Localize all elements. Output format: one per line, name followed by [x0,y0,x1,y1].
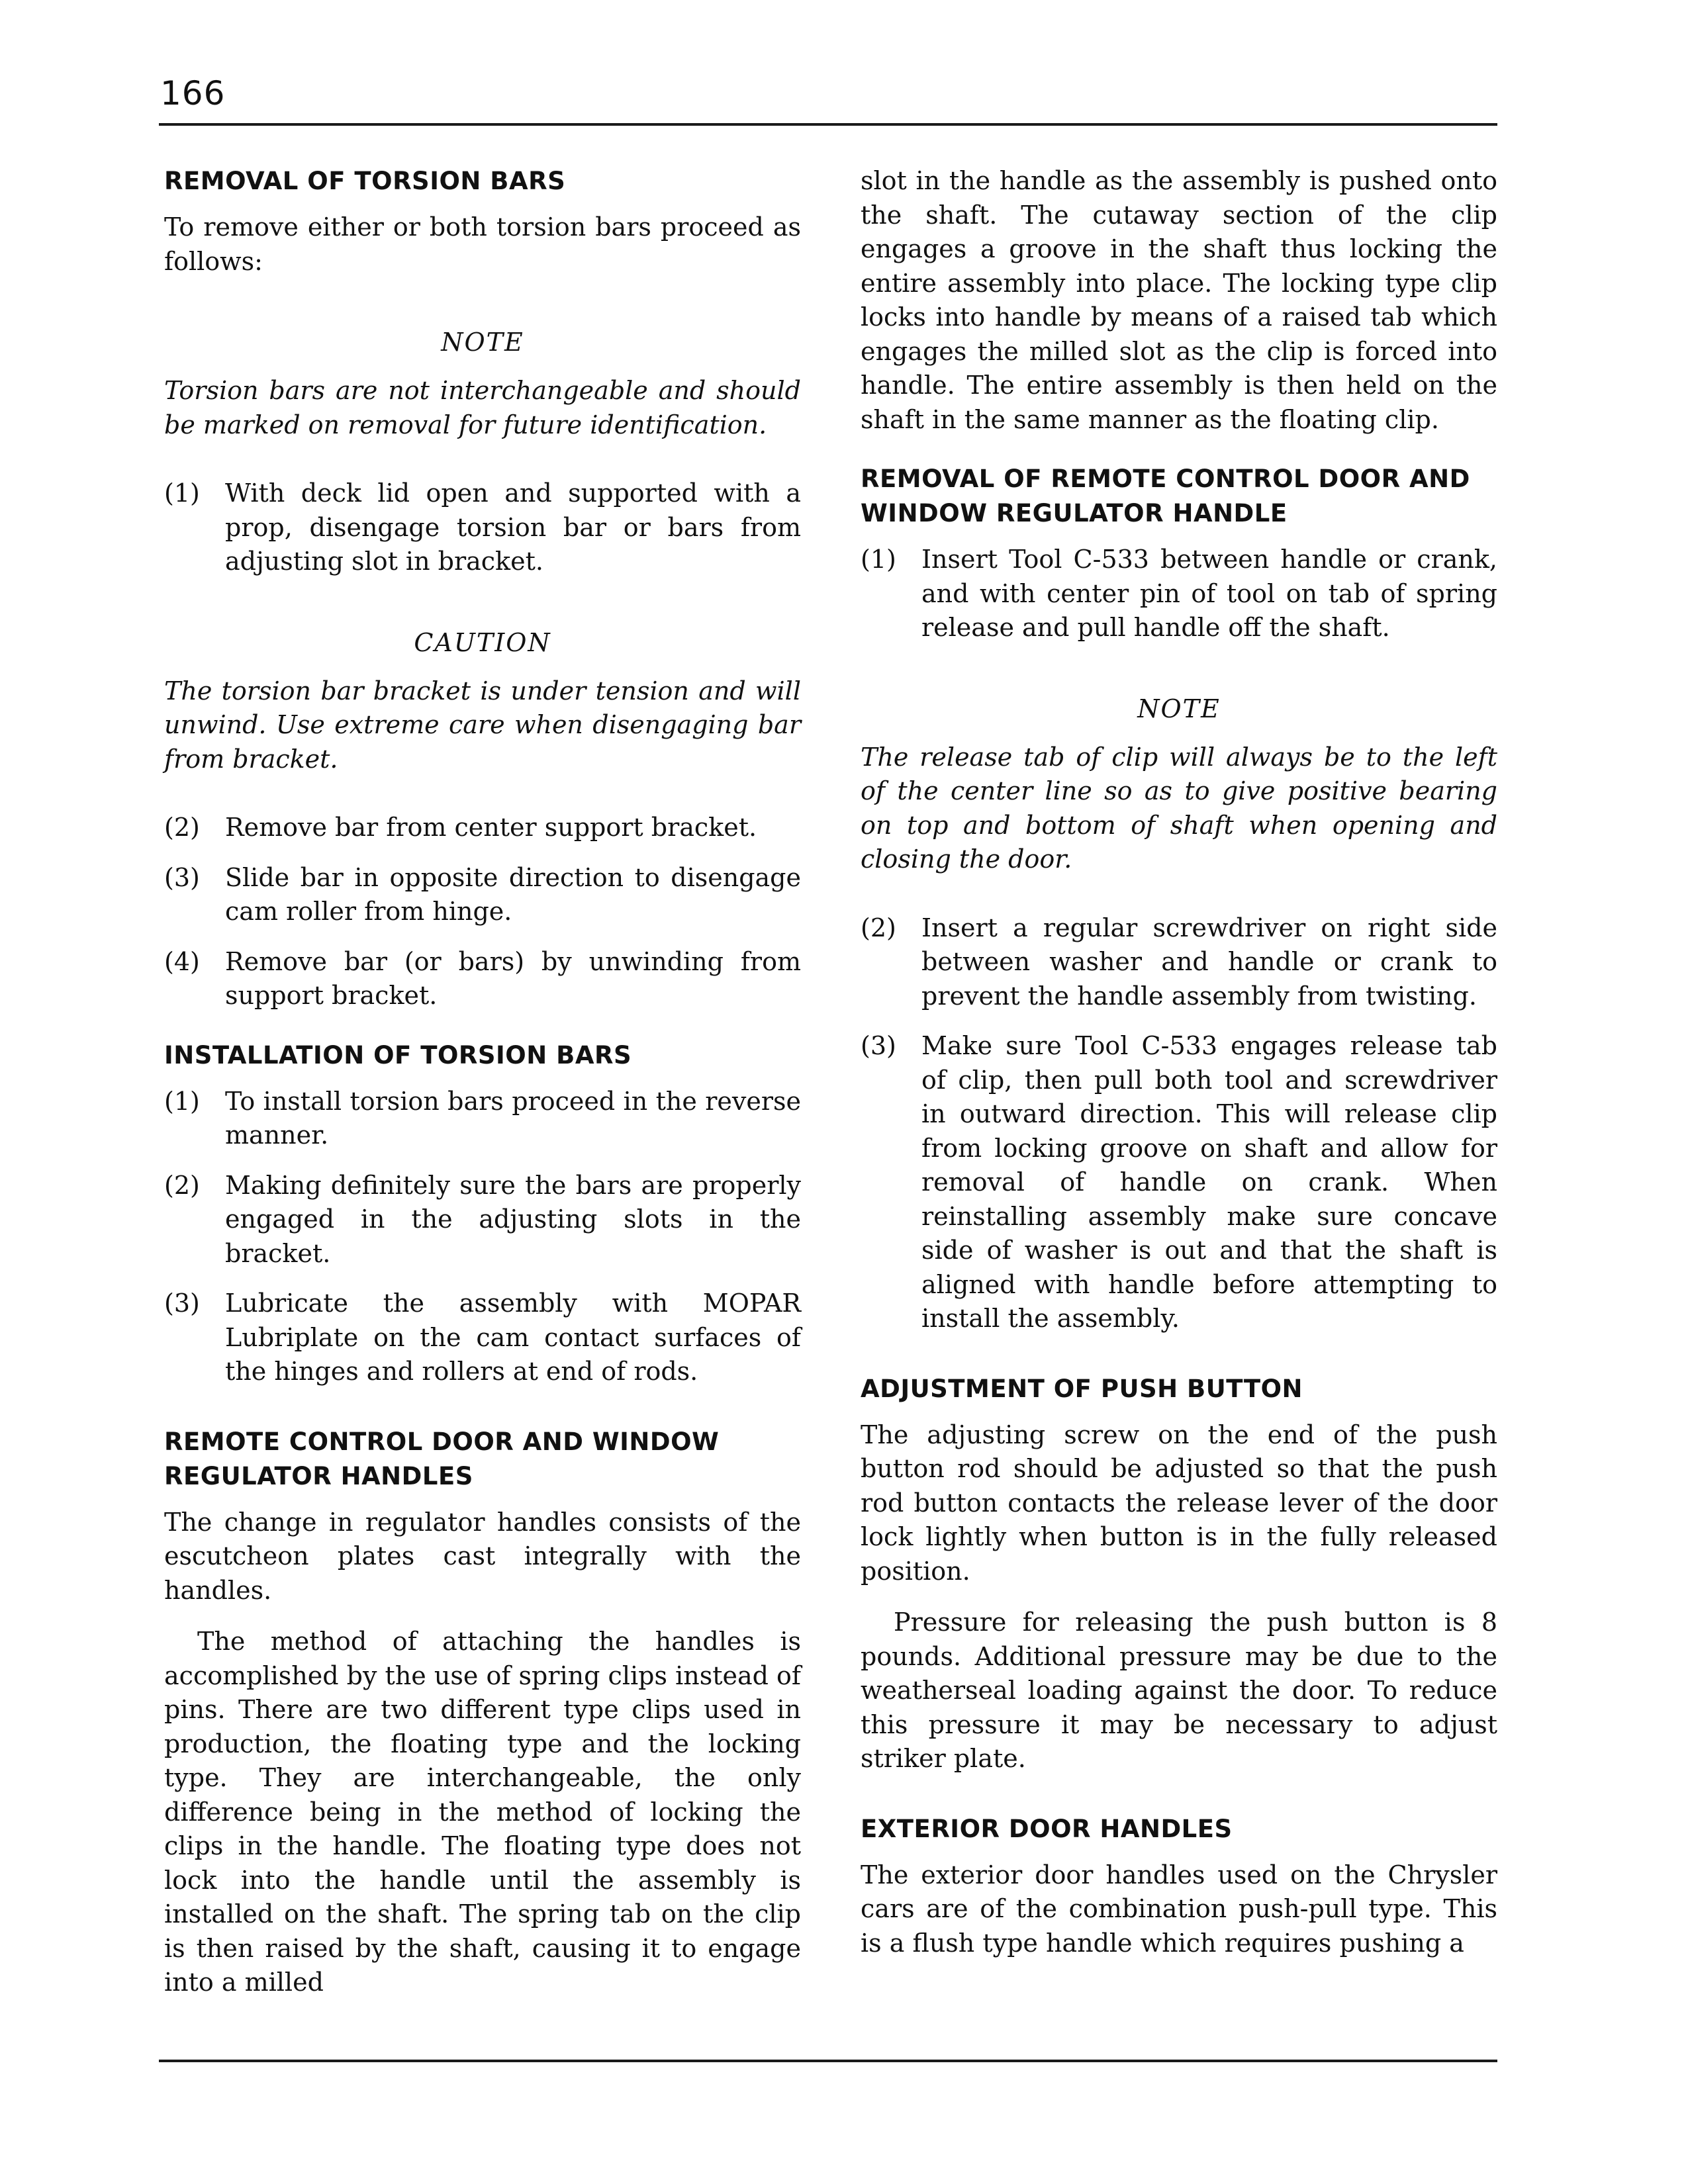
caution-title: CAUTION [414,627,551,657]
step-text: Slide bar in opposite direction to disengage cam roller from hinge. [225,862,801,926]
footer-rule [159,2060,1497,2062]
list-item [164,477,801,579]
section-heading-installation-torsion-bars: INSTALLATION OF TORSION BARS [164,1040,632,1069]
left-column [164,164,801,2017]
step-number: (2) [861,913,896,942]
step-number: (2) [164,1170,200,1200]
list-item [164,1287,801,1389]
list-item [164,1169,801,1271]
note-body: Torsion bars are not interchangeable and should be marked on removal for future identification. [164,376,801,439]
body-paragraph: slot in the handle as the assembly is pushed onto the shaft. The cutaway section of the clip engages a groove in the shaft thus locking the entire assembly into place. The locking type clip locks into handle by means of a raised tab which engages the milled slot as the clip is forced into handle. The entire assembly is then held on the shaft in the same manner as the floating clip. [861,166,1497,434]
step-text: Insert a regular screwdriver on right side between washer and handle or crank to prevent the handle assembly from twisting. [921,913,1497,1011]
note-body: The release tab of clip will always be to the left of the center line so as to give positive bearing on top and bottom of shaft when opening and closing the door. [861,742,1497,874]
body-paragraph: The change in regulator handles consists of the escutcheon plates cast integrally with the handles. [164,1507,801,1605]
section-heading-exterior-door-handles: EXTERIOR DOOR HANDLES [861,1814,1233,1843]
step-number: (3) [164,862,200,892]
caution-body: The torsion bar bracket is under tension and will unwind. Use extreme care when disengaging bar from bracket. [164,676,801,774]
step-number: (1) [164,1086,200,1116]
header-rule [159,123,1497,126]
body-paragraph: The exterior door handles used on the Chrysler cars are of the combination push-pull type. This is a flush type handle which requires pushing a [861,1860,1497,1958]
list-item [164,1085,801,1153]
step-text: Making definitely sure the bars are properly engaged in the adjusting slots in the bracket. [225,1170,801,1268]
list-item [861,1029,1497,1336]
note-title: NOTE [441,328,524,357]
list-item [164,811,801,845]
step-number: (3) [861,1031,896,1060]
step-number: (2) [164,813,200,842]
removal-intro: To remove either or both torsion bars proceed as follows: [164,212,801,276]
step-number: (1) [164,478,200,508]
list-item [164,861,801,929]
body-paragraph: The adjusting screw on the end of the push button rod should be adjusted so that the push rod button contacts the release lever of the door lock lightly when button is in the fully released position. [861,1420,1497,1586]
section-heading-removal-torsion-bars: REMOVAL OF TORSION BARS [164,167,566,195]
section-heading-adjustment-push-button: ADJUSTMENT OF PUSH BUTTON [861,1374,1303,1403]
step-number: (3) [164,1289,200,1318]
step-text: Make sure Tool C-533 engages release tab of clip, then pull both tool and screwdriver in outward direction. This will release clip from locking groove on shaft and allow for removal of handle on crank. When reinstalling assembly make sure concave side of washer is out and that the shaft is aligned with handle before attempting to install the assembly. [921,1031,1497,1333]
list-item [164,945,801,1013]
list-item [861,543,1497,645]
list-item [861,911,1497,1014]
step-number: (1) [861,545,896,574]
step-text: Remove bar from center support bracket. [225,813,757,842]
section-heading-removal-remote-handle: REMOVAL OF REMOTE CONTROL DOOR AND WINDOW REGULATOR HANDLE [861,465,1470,527]
section-heading-remote-control-handles: REMOTE CONTROL DOOR AND WINDOW REGULATOR HANDLES [164,1427,720,1490]
body-paragraph: Pressure for releasing the push button is 8 pounds. Additional pressure may be due to the weatherseal loading against the door. To reduce this pressure it may be necessary to adjust striker plate. [861,1608,1497,1773]
right-column [861,164,1497,1978]
page-number: 166 [160,74,226,113]
step-text: Insert Tool C-533 between handle or crank, and with center pin of tool on tab of spring release and pull handle off the shaft. [921,545,1497,642]
step-text: To install torsion bars proceed in the reverse manner. [225,1086,801,1150]
note-title: NOTE [1137,694,1221,723]
step-text: Lubricate the assembly with MOPAR Lubriplate on the cam contact surfaces of the hinges and rollers at end of rods. [225,1289,801,1386]
step-text: Remove bar (or bars) by unwinding from support bracket. [225,946,801,1010]
body-paragraph: The method of attaching the handles is accomplished by the use of spring clips instead of pins. There are two different type clips used in production, the floating type and the locking type. They are interchangeable, the only difference being in the method of locking the clips in the handle. The floating type does not lock into the handle until the assembly is installed on the shaft. The spring tab on the clip is then raised by the shaft, causing it to engage into a milled [164,1627,801,1997]
step-number: (4) [164,946,200,976]
step-text: With deck lid open and supported with a prop, disengage torsion bar or bars from adjusting slot in bracket. [225,478,801,576]
